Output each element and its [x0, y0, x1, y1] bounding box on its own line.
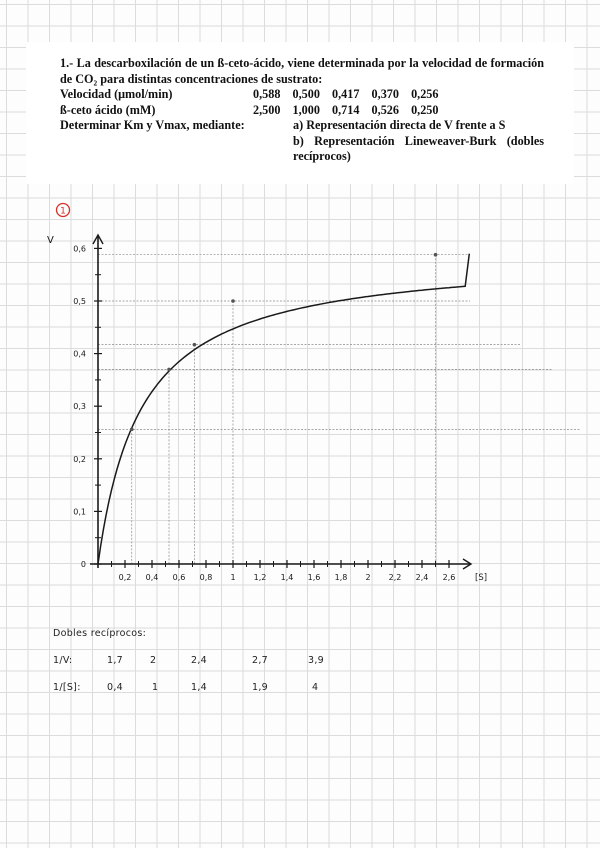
option-a: a) Representación directa de V frente a S: [293, 118, 506, 132]
x-axis-name: [S]: [475, 573, 488, 583]
x-tick-label: 1,6: [307, 573, 321, 582]
x-tick-label: 1,4: [280, 573, 294, 582]
substrate-values: 2,500 1,000 0,714 0,526 0,250: [253, 102, 439, 117]
row1-value: 1,7: [107, 655, 124, 666]
y-tick-label: 0,3: [73, 402, 86, 412]
y-tick-label: 0,6: [73, 244, 86, 254]
velocity-values: 0,588 0,500 0,417 0,370 0,256: [253, 87, 439, 101]
y-tick-label: 0,4: [73, 349, 86, 359]
row2-value: 1,4: [191, 682, 208, 693]
x-tick-label: 2,6: [442, 573, 456, 582]
row2-label: 1/[S]:: [53, 682, 81, 693]
row2-value: 0,4: [107, 682, 124, 693]
y-tick-label: 0: [80, 560, 86, 569]
x-tick-label: 0,8: [199, 573, 213, 582]
x-tick-label: 1,8: [334, 573, 348, 582]
data-point: [167, 368, 171, 372]
row2-value: 4: [312, 682, 319, 693]
row1-value: 2,4: [191, 655, 208, 666]
x-tick-label: 2,2: [388, 573, 402, 582]
data-point: [231, 299, 235, 303]
reciprocals-title: Dobles recíprocos:: [53, 628, 147, 639]
x-tick-label: 1: [230, 573, 236, 582]
x-tick-label: 1,2: [253, 573, 267, 582]
y-tick-label: 0,2: [73, 454, 86, 464]
row1-value: 2,7: [252, 655, 269, 666]
row1-label: 1/V:: [53, 655, 73, 666]
velocity-label: Velocidad (μmol/min): [60, 87, 173, 101]
row1-value: 2: [150, 655, 157, 666]
data-point: [193, 343, 197, 347]
x-tick-label: 2,4: [415, 573, 429, 582]
row2-value: 1,9: [252, 682, 269, 693]
substrate-label: ß-ceto ácido (mM): [60, 102, 156, 117]
row1-value: 3,9: [308, 655, 325, 666]
x-tick-label: 0,4: [145, 573, 159, 582]
circled-number: 1: [60, 206, 66, 217]
y-tick-label: 0,1: [73, 507, 86, 517]
row2-value: 1: [152, 682, 159, 693]
problem-intro: 1.- La descarboxilación de un ß-ceto-ácido, viene determinada por la velocidad de formación de CO₂ para distintas concentraciones de sustrato:: [60, 56, 544, 86]
y-axis-name: V: [47, 235, 54, 246]
data-points: [130, 253, 437, 431]
task-label: Determinar Km y Vmax, mediante:: [60, 118, 245, 132]
data-point: [434, 253, 438, 257]
y-tick-label: 0,5: [73, 297, 86, 306]
x-tick-label: 0,6: [172, 573, 186, 582]
x-tick-label: 0,2: [118, 573, 132, 582]
saturation-curve: [98, 254, 469, 564]
x-tick-label: 2: [365, 573, 371, 582]
data-point: [130, 428, 134, 432]
circled-number-mark: [57, 204, 70, 217]
option-b: b) Representación Lineweaver-Burk (dobles recíprocos): [293, 133, 544, 163]
